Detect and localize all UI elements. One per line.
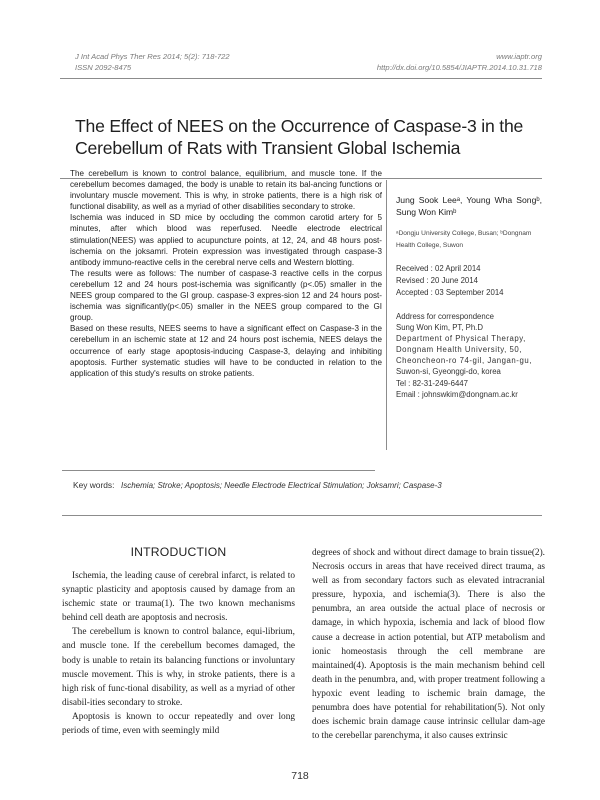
correspondence: [396, 311, 546, 400]
abstract: [70, 168, 382, 379]
correspondence-line: Sung Won Kim, PT, Ph.D: [396, 323, 483, 333]
doi-link[interactable]: http://dx.doi.org/10.5854/JIAPTR.2014.10.31.718: [376, 63, 542, 72]
abstract-paragraph: The results were as follows: The number of caspase-3 reactive cells in the corpus cerebellum 12 and 24 hours post-ischemia was significantly (p<.05) smaller in the NEES group compared to the GI group. caspase-3 expres-sion 12 and 24 hours post-ischemia was significantly(p<.05) smaller in the NEES group compared to the GI group.: [70, 268, 382, 323]
journal-issn: ISSN 2092-8475: [75, 63, 132, 72]
body-paragraph: The cerebellum is known to control balance, equi-librium, and muscle tone. If the cerebellum becomes damaged, the body is unable to retain its balancing functions or involuntary muscle movement. This is why, in stroke patients, there is a high risk of func-tional disability, as well as a myriad of other disabil-ities secondary to stroke.: [62, 627, 295, 708]
body-paragraph: degrees of shock and without direct damage to brain tissue(2). Necrosis occurs in areas that have received direct trauma, as well as from secondary factors such as elevated intracranial pressure, hypoxia, and ischemia(3). There is also the penumbra, an area outside the actual place of necrosis or damage, in which hypoxia, ischemia and lack of blood flow cause a decrease in action potential, but ATP metabolism and ionic homeostasis through the cell membrane are maintained(4). Apoptosis is the main mechanism behind cell death in the penumbra, and, with proper treatment following a hypoxic event leading to ischemic brain damage, the penumbra does have potential for rehabilitation(5). Not only does ischemic brain damage cause intrinsic cellular dam-age to the cerebellar parenchyma, it also causes extrinsic: [312, 548, 545, 742]
correspondence-line: Department of Physical Therapy,: [396, 334, 526, 344]
received-date: Received : 02 April 2014: [396, 264, 481, 273]
title-line: Cerebellum of Rats with Transient Global Ischemia: [75, 138, 461, 158]
abstract-paragraph: Based on these results, NEES seems to have a significant effect on Caspase-3 in the cerebellum in an ischemic state at 12 and 24 hours post ischemia, NEES delays the occurrence of early stage apoptosis-inducing Caspase-3, delaying and inhibiting apoptosis. Further systematic studies will have to be conducted in relation to the application of this study's results on stroke patients.: [70, 324, 382, 378]
title-line: The Effect of NEES on the Occurrence of Caspase-3 in the: [75, 116, 524, 136]
page-number: 718: [291, 770, 309, 782]
keywords-label: Key words:: [73, 480, 115, 490]
column-divider: [386, 180, 387, 450]
body-paragraph: Ischemia, the leading cause of cerebral infarct, is related to synaptic plasticity and apoptosis caused by damage from an ischemic state or trauma(1). The two known mechanisms behind cell death are apoptosis and necrosis.: [62, 571, 295, 624]
body-paragraph: Apoptosis is known to occur repeatedly and over long periods of time, even with seemingly mild: [62, 711, 295, 737]
accepted-date: Accepted : 03 September 2014: [396, 287, 504, 297]
abstract-paragraph: Ischemia was induced in SD mice by occluding the common carotid artery for 5 minutes, after which blood was reperfused. Needle electrode electrical stimulation(NEES) was applied to acupuncture points, at 12, 24, and 48 hours post-ischemia on the joksamri. Protein expression was investigated through caspase-3 antibody immuno-reactive cells in the cerebral nerve cells and Western blotting.: [70, 213, 382, 267]
correspondence-email[interactable]: Email : johnswkim@dongnam.ac.kr: [396, 389, 518, 399]
correspondence-line: Cheoncheon-ro 74-gil, Jangan-gu,: [396, 356, 532, 366]
article-dates: [396, 263, 504, 299]
paper-title: [75, 115, 545, 159]
correspondence-phone: Tel : 82-31-249-6447: [396, 378, 468, 388]
revised-date: Revised : 20 June 2014: [396, 275, 478, 285]
correspondence-line: Dongnam Health University, 50,: [396, 345, 522, 355]
correspondence-line: Suwon-si, Gyeonggi-do, korea: [396, 367, 501, 377]
journal-citation: J Int Acad Phys Ther Res 2014; 5(2): 718-722: [75, 52, 230, 61]
affiliations: ᵃDongju University College, Busan; ᵇDongnam Health College, Suwon: [396, 230, 532, 249]
abstract-bottom-divider: [62, 515, 542, 516]
journal-header: [75, 51, 230, 73]
header-divider: [60, 78, 542, 79]
section-heading: INTRODUCTION: [130, 545, 227, 559]
journal-links: [377, 51, 542, 73]
correspondence-heading: Address for correspondence: [396, 312, 494, 321]
journal-website-link[interactable]: www.iaptr.org: [496, 52, 542, 61]
author-list: Jung Sook Leeᵃ, Young Wha Songᵇ, Sung Won Kimᵇ: [396, 195, 542, 218]
body-left-column: [62, 545, 295, 738]
keywords-divider: [62, 470, 375, 471]
body-right-column: [312, 546, 545, 743]
abstract-paragraph: The cerebellum is known to control balance, equilibrium, and muscle tone. If the cerebellum becomes damaged, the body is unable to retain its bal-ancing functions or involuntary muscle movement. This is why, in stroke patients, there is a high risk of functional disability, as well as a myriad of other disabilities secondary to stroke.: [70, 169, 382, 212]
keywords-text: Ischemia; Stroke; Apoptosis; Needle Electrode Electrical Stimulation; Joksamri; Caspase-3: [121, 481, 442, 490]
